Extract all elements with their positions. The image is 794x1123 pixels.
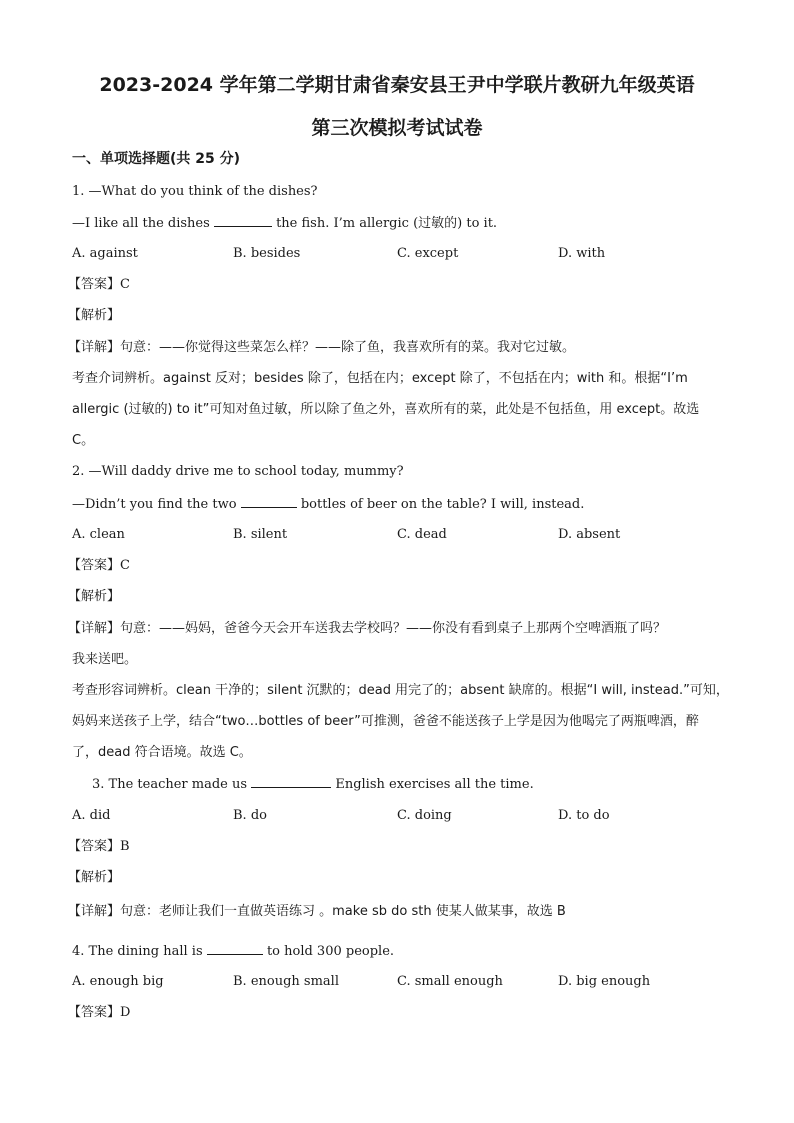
q4-option-b: B. enough small xyxy=(233,974,339,989)
detail-label: 【详解】 xyxy=(68,621,121,636)
q1-analysis-label: 【解析】 xyxy=(68,308,121,323)
q2-stem-line-1: 2. —Will daddy drive me to school today, mummy? xyxy=(72,464,404,479)
q1-stem-line-2 xyxy=(72,214,722,233)
q2-stem-line-2 xyxy=(72,495,722,514)
q1-detail-line-4: C。 xyxy=(72,433,95,448)
q3-blank xyxy=(251,775,331,788)
q4-answer-value: D xyxy=(120,1005,131,1020)
answer-label: 【答案】 xyxy=(68,558,121,573)
q2-option-d: D. absent xyxy=(558,527,621,542)
q4-stem xyxy=(72,942,722,961)
q2-detail-line-5: 了，dead 符合语境。故选 C。 xyxy=(72,745,252,760)
q1-option-d: D. with xyxy=(558,246,606,261)
q2-detail-line-3: 考查形容词辨析。clean 干净的；silent 沉默的；dead 用完了的；absent 缺席的。根据“I will, instead.”可知， xyxy=(72,683,729,698)
q3-option-c: C. doing xyxy=(397,808,452,823)
q3-stem xyxy=(92,775,742,794)
q2-answer xyxy=(68,557,130,575)
section-heading: 一、单项选择题(共 25 分) xyxy=(72,151,241,167)
q1-detail-line-1 xyxy=(68,339,575,357)
q2-stem-part-b: bottles of beer on the table? I will, instead. xyxy=(300,497,585,512)
q1-option-c: C. except xyxy=(397,246,459,261)
q2-detail-line-2: 我来送吧。 xyxy=(72,652,138,667)
q3-detail-text-1: 句意：老师让我们一直做英语练习 。make sb do sth 使某人做某事，故选 B xyxy=(120,904,566,919)
q4-option-c: C. small enough xyxy=(397,974,503,989)
q3-stem-part-b: English exercises all the time. xyxy=(335,777,534,792)
q2-answer-value: C xyxy=(120,558,130,573)
q1-detail-line-3: allergic (过敏的) to it”可知对鱼过敏，所以除了鱼之外，喜欢所有的菜，此处是不包括鱼，用 except。故选 xyxy=(72,402,700,417)
q3-stem-part-a: 3. The teacher made us xyxy=(92,777,248,792)
q2-option-c: C. dead xyxy=(397,527,447,542)
q2-blank xyxy=(241,495,297,508)
answer-label: 【答案】 xyxy=(68,277,121,292)
q1-stem-part-a: —I like all the dishes xyxy=(72,216,210,231)
q1-blank xyxy=(214,214,272,227)
q2-detail-line-4: 妈妈来送孩子上学，结合“two…bottles of beer”可推测，爸爸不能送孩子上学是因为他喝完了两瓶啤酒，醉 xyxy=(72,714,699,729)
q3-analysis-label: 【解析】 xyxy=(68,870,121,885)
answer-label: 【答案】 xyxy=(68,1005,121,1020)
q1-detail-line-2: 考查介词辨析。against 反对；besides 除了，包括在内；except 除了，不包括在内；with 和。根据“I’m xyxy=(72,371,688,386)
q1-option-b: B. besides xyxy=(233,246,301,261)
q2-analysis-label: 【解析】 xyxy=(68,589,121,604)
document-title-line-2: 第三次模拟考试试卷 xyxy=(311,117,483,139)
q4-stem-part-b: to hold 300 people. xyxy=(266,944,395,959)
answer-label: 【答案】 xyxy=(68,839,121,854)
q1-stem-part-b: the fish. I’m allergic (过敏的) to it. xyxy=(276,216,498,231)
q1-stem-line-1: 1. —What do you think of the dishes? xyxy=(72,184,318,199)
detail-label: 【详解】 xyxy=(68,340,121,355)
q4-option-a: A. enough big xyxy=(72,974,164,989)
q3-option-d: D. to do xyxy=(558,808,610,823)
document-title-line-1: 2023-2024 学年第二学期甘肃省秦安县王尹中学联片教研九年级英语 xyxy=(99,74,695,96)
q3-option-a: A. did xyxy=(72,808,111,823)
detail-label: 【详解】 xyxy=(68,904,121,919)
q2-stem-part-a: —Didn’t you find the two xyxy=(72,497,237,512)
q2-option-a: A. clean xyxy=(72,527,125,542)
q4-option-d: D. big enough xyxy=(558,974,651,989)
q1-answer-value: C xyxy=(120,277,130,292)
q3-answer-value: B xyxy=(120,839,130,854)
q1-option-a: A. against xyxy=(72,246,138,261)
q2-option-b: B. silent xyxy=(233,527,288,542)
q1-detail-text-1: 句意：——你觉得这些菜怎么样？——除了鱼，我喜欢所有的菜。我对它过敏。 xyxy=(120,340,576,355)
q2-detail-line-1 xyxy=(68,620,666,638)
q3-detail-line-1 xyxy=(68,903,566,921)
q3-answer xyxy=(68,838,130,856)
q4-stem-part-a: 4. The dining hall is xyxy=(72,944,203,959)
q1-answer xyxy=(68,276,130,294)
q4-blank xyxy=(207,942,263,955)
q3-option-b: B. do xyxy=(233,808,267,823)
q4-answer xyxy=(68,1004,130,1022)
q2-detail-text-1: 句意：——妈妈，爸爸今天会开车送我去学校吗？——你没有看到桌子上那两个空啤酒瓶了吗？ xyxy=(120,621,667,636)
